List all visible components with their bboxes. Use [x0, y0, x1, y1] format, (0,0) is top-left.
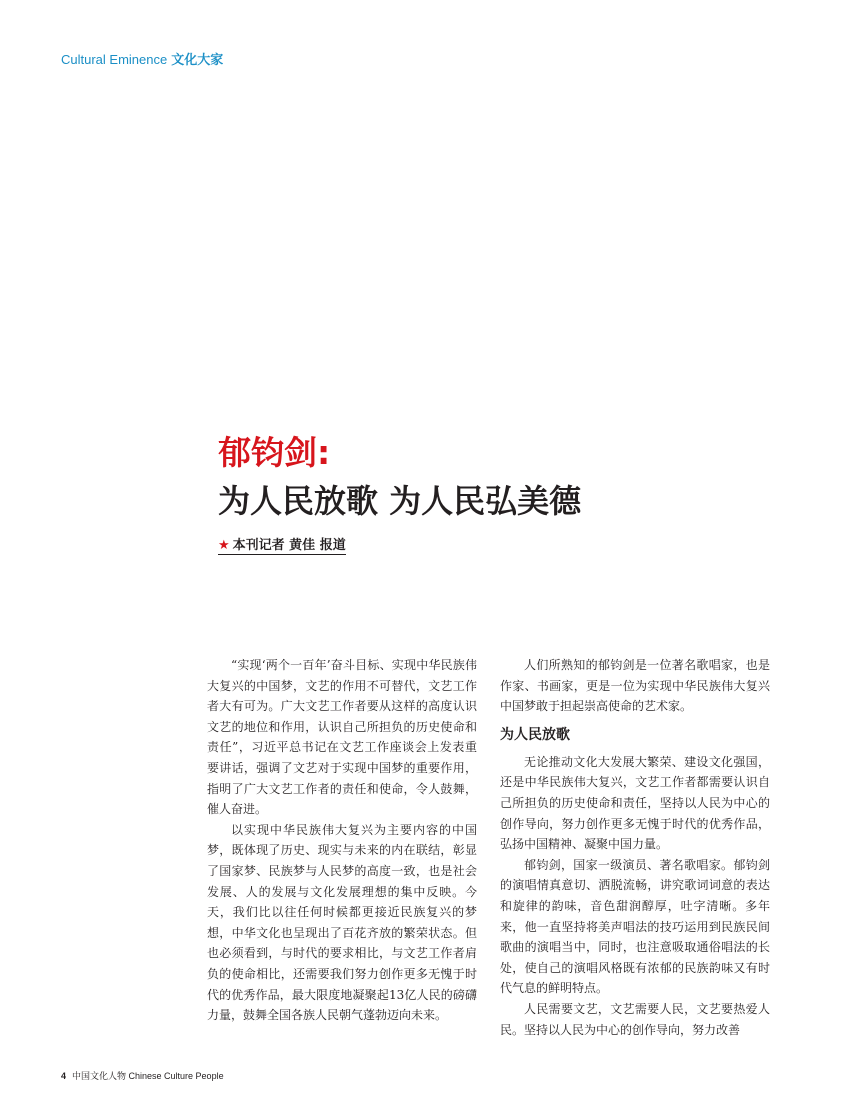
paragraph: 无论推动文化大发展大繁荣、建设文化强国，还是中华民族伟大复兴，文艺工作者都需要认识自己所担负的历史使命和责任，坚持以人民为中心的创作导向，努力创作更多无愧于时代的优秀作品，弘扬中国精神、凝聚中国力量。 [500, 754, 770, 852]
page-footer [61, 1069, 224, 1082]
section-heading: 为人民放歌 [500, 726, 570, 743]
paragraph: 人们所熟知的郁钧剑是一位著名歌唱家，也是作家、书画家，更是一位为实现中华民族伟大复兴中国梦敢于担起崇高使命的艺术家。 [500, 658, 770, 714]
page-number: 4 [61, 1071, 67, 1081]
paragraph: 以实现中华民族伟大复兴为主要内容的中国梦，既体现了历史、现实与未来的内在联结，彰显了国家梦、民族梦与人民梦的高度一致，也是社会发展、人的发展与文化发展理想的集中反映。今天，我们比以往任何时候都更接近民族复兴的梦想，中华文化也呈现出了百花齐放的繁荣状态。但也必须看到，与时代的要求相比，与文艺工作者肩负的使命相比，还需要我们努力创作更多无愧于时代的优秀作品，最大限度地凝聚起13亿人民的磅礴力量，鼓舞全国各族人民朝气蓬勃迈向未来。 [207, 822, 477, 1023]
paragraph: “实现‘两个一百年’奋斗目标、实现中华民族伟大复兴的中国梦，文艺的作用不可替代，文艺工作者大有可为。广大文艺工作者要从这样的高度认识文艺的地位和作用，认识自己所担负的历史使命和责任”，习近平总书记在文艺工作座谈会上发表重要讲话，强调了文艺对于实现中国梦的重要作用，指明了广大文艺工作者的责任和使命，令人鼓舞，催人奋进。 [207, 658, 477, 817]
section-label [61, 49, 223, 68]
paragraph: 人民需要文艺，文艺需要人民，文艺要热爱人民。坚持以人民为中心的创作导向，努力改善 [500, 1001, 770, 1037]
paragraph: 郁钧剑，国家一级演员、著名歌唱家。郁钧剑的演唱情真意切、洒脱流畅，讲究歌词词意的表达和旋律的韵味，音色甜润醇厚，吐字清晰。多年来，他一直坚持将美声唱法的技巧运用到民族民间歌曲的演唱当中，同时，也注意吸取通俗唱法的长处，使自己的演唱风格既有浓郁的民族韵味又有时代气息的鲜明特点。 [500, 857, 770, 996]
section-label-cn: 文化大家 [171, 53, 224, 68]
section-label-en: Cultural Eminence [61, 52, 168, 67]
article-title-name: 郁钧剑: [218, 433, 331, 472]
left-column [207, 655, 477, 1026]
byline-text: 本刊记者 黄佳 报道 [232, 538, 346, 553]
right-column [500, 655, 770, 1040]
article-title-subtitle: 为人民放歌 为人民弘美德 [218, 482, 582, 520]
byline [218, 534, 346, 555]
magazine-name: 中国文化人物 Chinese Culture People [72, 1071, 224, 1081]
star-icon: ★ [218, 538, 230, 553]
article-title-block [218, 432, 581, 555]
